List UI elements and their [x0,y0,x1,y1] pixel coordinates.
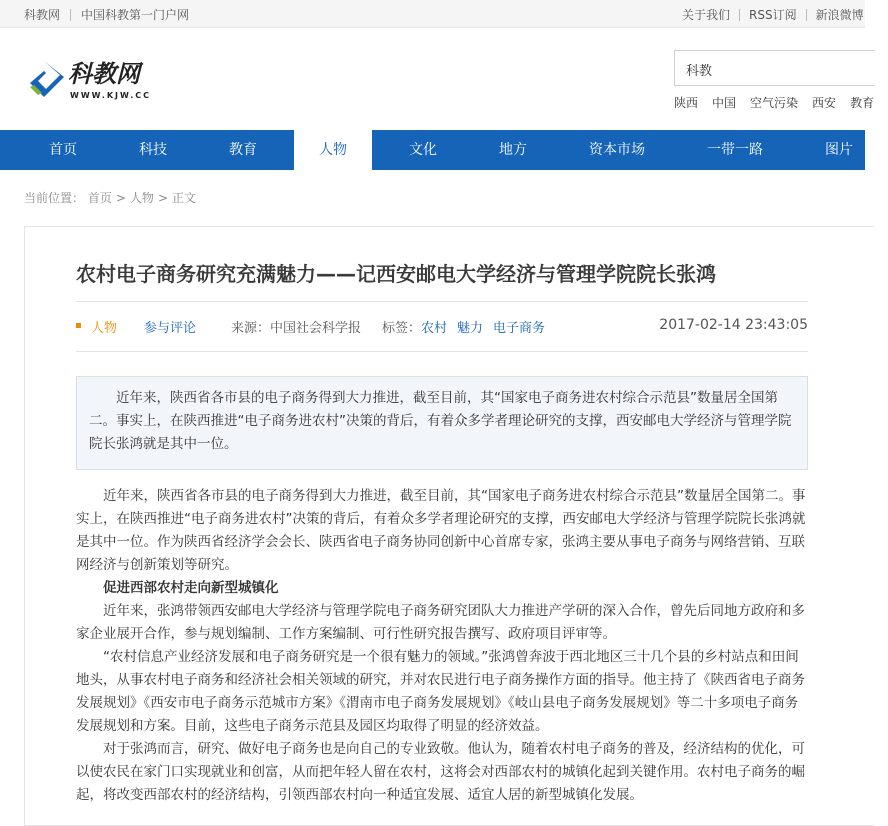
nav-item-belt-road[interactable]: 一带一路 [707,142,763,158]
nav-item-culture[interactable]: 文化 [409,142,437,158]
rss-link[interactable]: RSS订阅 [749,8,797,22]
divider [76,351,808,352]
comment-link[interactable]: 参与评论 [144,321,197,336]
nav-item-education[interactable]: 教育 [229,142,257,158]
top-bar-left [24,6,189,23]
divider [76,301,808,302]
hot-keyword-link[interactable]: 陕西 [674,96,699,110]
breadcrumb-label: 当前位置： [24,191,85,205]
article-paragraph: “农村信息产业经济发展和电子商务研究是一个很有魅力的领域。”张鸿曾奔波于西北地区三十几个县的乡村站点和田间地头，从事农村电子商务和经济社会相关领域的研究，并对农民进行电子商务操作方面的指导。他主持了《陕西省电子商务发展规划》《西安市电子商务示范城市方案》《渭南市电子商务发展规划》《岐山县电子商务发展规划》等二十多项电子商务发展规划和方案。目前，这些电子商务示范县及园区均取得了明显的经济效益。 [76,649,805,734]
nav-item-people[interactable]: 人物 [294,130,372,170]
article-body [76,485,808,807]
logo-mark [24,55,164,103]
divider [739,9,740,21]
main-nav [0,130,865,170]
article-date: 2017-02-14 23:43:05 [659,317,808,333]
tag-link[interactable]: 农村 [421,321,448,336]
article-meta [76,317,808,337]
tag-link[interactable]: 魅力 [457,321,484,336]
article-title: 农村电子商务研究充满魅力——记西安邮电大学经济与管理学院院长张鸿 [76,262,716,286]
breadcrumb-separator: > [157,191,168,205]
tag-link[interactable]: 电子商务 [493,321,546,336]
article-tags [382,317,555,336]
hot-keyword-link[interactable]: 中国 [712,96,737,110]
article-paragraph: 近年来，张鸿带领西安邮电大学经济与管理学院电子商务研究团队大力推进产学研的深入合作，曾先后同地方政府和多家企业展开合作，参与规划编制、工作方案编制、可行性研究报告撰写、政府项目评审等。 [76,603,805,642]
nav-item-capital-market[interactable]: 资本市场 [589,142,645,158]
article-paragraph: 近年来，陕西省各市县的电子商务得到大力推进，截至目前，其“国家电子商务进农村综合示范县”数量居全国第二。事实上，在陕西推进“电子商务进农村”决策的背后，有着众多学者理论研究的支撑，西安邮电大学经济与管理学院院长张鸿就是其中一位。作为陕西省经济学会会长、陕西省电子商务协同创新中心首席专家，张鸿主要从事电子商务与网络营销、互联网经济与创新策划等研究。 [76,488,806,573]
logo-url: WWW.KJW.CC [70,91,151,100]
about-us-link[interactable]: 关于我们 [682,8,731,22]
breadcrumb-current: 正文 [172,191,197,205]
breadcrumb-separator: > [115,191,126,205]
weibo-link[interactable]: 新浪微博 [815,8,864,22]
breadcrumb-home[interactable]: 首页 [87,191,112,205]
article-paragraph: 对于张鸿而言，研究、做好电子商务也是向自己的专业致敬。他认为，随着农村电子商务的普及，经济结构的优化，可以使农民在家门口实现就业和创富，从而把年轻人留在农村，这将会对西部农村的城镇化起到关键作用。农村电子商务的崛起，将改变西部农村的经济结构，引领西部农村向一种适宜发展、适宜人居的新型城镇化发展。 [76,741,805,803]
divider [806,9,807,21]
article-source: 来源：中国社会科学报 [231,321,362,336]
search-box [674,50,874,86]
article-subheading: 促进西部农村走向新型城镇化 [103,580,279,596]
hot-keyword-link[interactable]: 教育 [850,96,875,110]
nav-item-pictures[interactable]: 图片 [825,142,853,158]
nav-item-tech[interactable]: 科技 [139,142,167,158]
breadcrumb [24,189,196,206]
article-summary: 近年来，陕西省各市县的电子商务得到大力推进，截至目前，其“国家电子商务进农村综合示范县”数量居全国第二。事实上，在陕西推进“电子商务进农村”决策的背后，有着众多学者理论研究的支撑，西安邮电大学经济与管理学院院长张鸿就是其中一位。 [76,376,808,470]
hot-keyword-link[interactable]: 西安 [812,96,837,110]
hot-keyword-link[interactable]: 空气污染 [750,96,799,110]
category-link[interactable]: 人物 [91,321,118,336]
divider [70,9,71,21]
category-bullet-icon [76,323,81,328]
search-input[interactable] [684,52,868,86]
tags-label: 标签： [382,321,422,336]
logo-text: 科教网 [68,59,140,88]
top-bar [0,0,865,28]
hot-keywords [674,94,888,111]
nav-item-local[interactable]: 地方 [499,142,527,158]
top-bar-links [682,6,864,23]
site-name-link[interactable]: 科教网 [24,8,61,22]
site-logo[interactable] [24,55,164,103]
site-slogan: 中国科教第一门户网 [81,8,190,22]
nav-item-home[interactable]: 首页 [49,142,77,158]
breadcrumb-people[interactable]: 人物 [129,191,154,205]
